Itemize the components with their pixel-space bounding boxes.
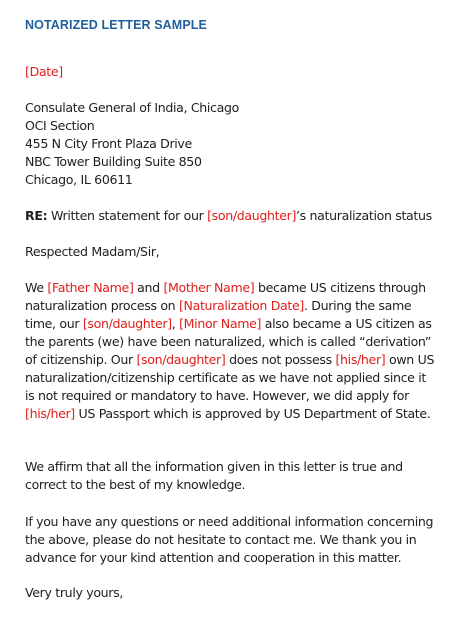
paragraph-line: [his/her] US Passport which is approved by US Department of State. — [25, 406, 431, 421]
address-line-5: Chicago, IL 60611 — [25, 172, 133, 187]
address-line-4: NBC Tower Building Suite 850 — [25, 154, 202, 169]
placeholder-son-daughter: [son/daughter] — [82, 316, 172, 331]
placeholder-mother-name: [Mother Name] — [163, 280, 255, 295]
placeholder-son-daughter: [son/daughter] — [207, 208, 297, 223]
document-title: NOTARIZED LETTER SAMPLE — [25, 18, 207, 32]
placeholder-his-her: [his/her] — [25, 406, 75, 421]
paragraph-line: We [Father Name] and [Mother Name] became US citizens through — [25, 280, 426, 295]
placeholder-son-daughter: [son/daughter] — [136, 352, 226, 367]
paragraph-line: If you have any questions or need additional information concerning — [25, 514, 434, 529]
paragraph-line: advance for your kind attention and cooperation in this matter. — [25, 550, 402, 565]
subject-label: RE: — [25, 208, 48, 223]
salutation: Respected Madam/Sir, — [25, 244, 160, 259]
paragraph-line: the parents (we) have been naturalized, which is called “derivation” — [25, 334, 432, 349]
paragraph-line: time, our [son/daughter], [Minor Name] also became a US citizen as — [25, 316, 432, 331]
paragraph-line: naturalization/citizenship certificate as we have not applied since it — [25, 370, 426, 385]
placeholder-minor-name: [Minor Name] — [179, 316, 262, 331]
address-line-2: OCI Section — [25, 118, 95, 133]
paragraph-line: of citizenship. Our [son/daughter] does not possess [his/her] own US — [25, 352, 435, 367]
address-line-3: 455 N City Front Plaza Drive — [25, 136, 192, 151]
address-line-1: Consulate General of India, Chicago — [25, 100, 239, 115]
paragraph-line: We affirm that all the information given in this letter is true and — [25, 459, 403, 474]
date-placeholder: [Date] — [25, 64, 63, 79]
paragraph-line: correct to the best of my knowledge. — [25, 477, 246, 492]
placeholder-father-name: [Father Name] — [47, 280, 134, 295]
placeholder-his-her: [his/her] — [335, 352, 386, 367]
closing: Very truly yours, — [25, 585, 124, 600]
placeholder-naturalization-date: [Naturalization Date] — [178, 298, 304, 313]
paragraph-line: the above, please do not hesitate to contact me. We thank you in — [25, 532, 417, 547]
paragraph-line: naturalization process on [Naturalization Date]. During the same — [25, 298, 412, 313]
subject-line: RE: Written statement for our [son/daughter]’s naturalization status — [25, 208, 432, 223]
paragraph-line: is not required or mandatory to have. However, we did apply for — [25, 388, 409, 403]
